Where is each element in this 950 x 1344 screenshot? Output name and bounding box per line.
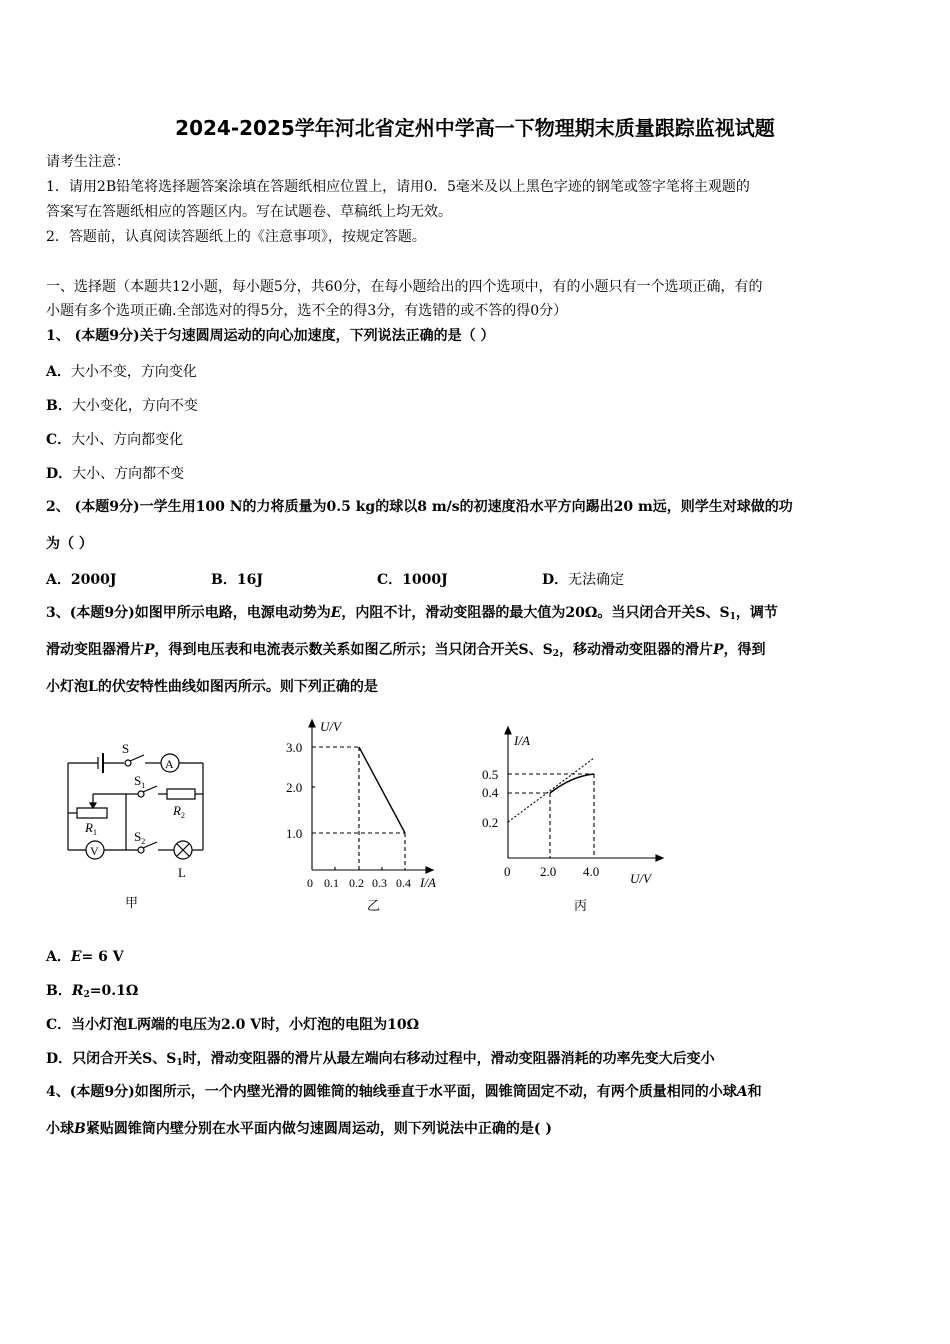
var-e: E [330,605,342,621]
var-a: A [736,1084,748,1100]
stem-text: 小球 [46,1121,74,1137]
resistor-r2-label: $R_2$ [173,803,185,820]
option-text: = 6 V [81,949,124,965]
x-tick: 0 [504,864,511,879]
notice-item-1-cont: 答案写在答题纸相应的答题区内。写在试题卷、草稿纸上均无效。 [46,204,452,220]
option-text: 2000J [70,572,117,588]
question-3-option-b [46,980,138,1000]
stem-text: 4、(本题9分)如图所示，一个内壁光滑的圆锥筒的轴线垂直于水平面，圆锥筒固定不动，有两个质量相同的小球 [46,1084,737,1100]
ammeter-label: A [165,757,174,771]
subscript: 2 [552,649,560,659]
x-axis-label: U/V [630,871,651,886]
y-tick: 1.0 [286,826,303,841]
option-label: D． [46,466,73,482]
circuit-diagram [55,735,215,915]
x-tick: 0 [307,876,313,890]
stem-text: 滑动变阻器滑片 [46,642,144,658]
stem-text: ，移动滑动变阻器的滑片 [559,642,714,658]
question-2-option-b [211,569,263,589]
option-text: 大小变化，方向不变 [71,398,198,414]
option-text: 只闭合开关S、S [72,1051,177,1067]
y-axis-label: I/A [514,733,530,748]
notice-item-1: 1．请用2B铅笔将选择题答案涂填在答题纸相应位置上，请用0．5毫米及以上黑色字迹的钢笔或签字笔将主观题的 [46,179,750,195]
option-label: D． [46,1051,73,1067]
question-2-option-a [46,569,116,589]
question-1-option-d [46,463,184,483]
question-3-stem [46,604,778,626]
y-tick: 0.4 [482,785,499,800]
stem-text: 紧贴圆锥筒内壁分别在水平面内做匀速圆周运动，则下列说法中正确的是( ) [85,1121,552,1137]
var-e: E [70,949,82,965]
section-heading-line1: 一、选择题（本题共12小题，每小题5分，共60分，在每小题给出的四个选项中，有的小题只有一个选项正确，有的 [46,279,763,295]
question-4-stem [46,1083,762,1101]
stem-text: 和 [747,1084,762,1100]
question-2-stem: 2、 (本题9分)一学生用100 N的力将质量为0.5 kg的球以8 m/s的初速度沿水平方向踢出20 m远，则学生对球做的功 [46,499,793,515]
option-text: 大小、方向都不变 [72,466,185,482]
option-text: 16J [236,572,263,588]
figure-caption-jia: 甲 [125,895,139,910]
section-heading-line2: 小题有多个选项正确.全部选对的得5分，选不全的得3分，有选错的或不答的得0分） [46,303,568,319]
x-tick: 0.1 [324,876,339,890]
stem-text: ，调节 [735,605,778,621]
voltmeter-label: V [90,844,99,858]
question-3-stem-cont2: 小灯泡L的伏安特性曲线如图丙所示。则下列正确的是 [46,679,378,695]
question-4-stem-cont [46,1120,552,1138]
option-label: A． [46,364,71,380]
x-tick: 0.2 [349,876,364,890]
x-tick: 2.0 [540,864,557,879]
option-text: 1000J [402,572,448,588]
question-1-option-c [46,429,183,449]
question-1-option-b [46,395,198,415]
option-text: 时，滑动变阻器的滑片从最左端向右移动过程中，滑动变阻器消耗的功率先变大后变小 [182,1051,715,1067]
stem-text: ，内阻不计，滑动变阻器的最大值为20Ω。当只闭合开关S、S [341,605,730,621]
option-text: 当小灯泡L两端的电压为2.0 V时，小灯泡的电阻为10Ω [71,1017,420,1033]
option-label: B． [46,398,72,414]
question-1-option-a [46,361,197,381]
y-tick: 0.2 [482,815,499,830]
question-2-option-d [542,569,624,589]
x-axis-label: I/A [420,875,436,890]
option-label: C． [46,1017,72,1033]
stem-text: 3、(本题9分)如图甲所示电路，电源电动势为 [46,605,331,621]
var-b: B [74,1121,86,1137]
y-axis-label: U/V [320,719,341,734]
question-3-stem-cont [46,641,766,663]
option-label: A． [46,949,71,965]
y-tick: 0.5 [482,767,499,782]
option-label: C． [46,432,72,448]
notice-heading: 请考生注意： [46,154,130,170]
subscript: 2 [83,990,90,1000]
page-title: 2024-2025学年河北省定州中学高一下物理期末质量跟踪监视试题 [175,116,775,140]
option-label: D． [542,572,569,588]
question-3-option-c [46,1014,419,1034]
question-3-option-a [46,946,124,966]
rheostat-r1-label: $R_1$ [85,820,97,837]
y-tick: 2.0 [286,780,303,795]
figure-caption-bing: 丙 [574,898,588,913]
x-tick: 4.0 [583,864,600,879]
notice-item-2: 2．答题前，认真阅读答题纸上的《注意事项》，按规定答题。 [46,229,426,245]
y-tick: 3.0 [286,740,303,755]
question-2-stem-cont: 为（ ） [46,536,93,552]
lamp-label: L [178,865,186,880]
subscript: 1 [176,1058,183,1068]
var-r: R [71,983,84,999]
var-p: P [144,642,155,658]
subscript: 1 [729,612,736,622]
chart-u-vs-i [280,715,450,920]
chart-i-vs-u [470,715,670,920]
question-2-option-c [377,569,448,589]
option-label: B． [211,572,237,588]
var-p: P [713,642,724,658]
switch-s1-label: $S_1$ [134,773,146,790]
option-text: 大小不变，方向变化 [70,364,197,380]
option-label: A． [46,572,71,588]
figure-caption-yi: 乙 [367,898,381,913]
option-text: 大小、方向都变化 [71,432,184,448]
option-label: C． [377,572,403,588]
question-3-option-d [46,1048,715,1068]
x-tick: 0.4 [396,876,411,890]
stem-text: ，得到电压表和电流表示数关系如图乙所示；当只闭合开关S、S [154,642,553,658]
option-text: =0.1Ω [89,983,139,999]
option-label: B． [46,983,72,999]
switch-s-label: S [122,741,130,756]
stem-text: ，得到 [723,642,766,658]
option-text: 无法确定 [568,572,625,588]
x-tick: 0.3 [372,876,387,890]
question-1-stem: 1、 (本题9分)关于匀速圆周运动的向心加速度，下列说法正确的是（ ） [46,328,495,344]
switch-s2-label: $S_2$ [134,829,146,846]
